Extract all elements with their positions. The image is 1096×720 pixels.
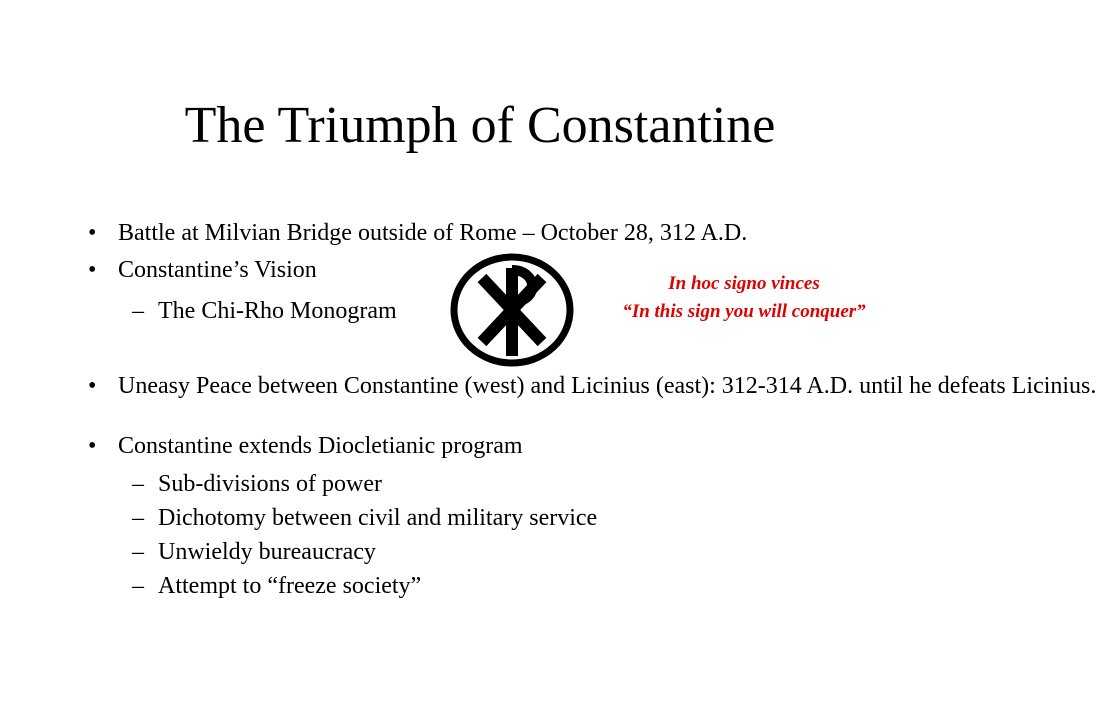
bullet-text: Constantine extends Diocletianic program: [118, 433, 523, 459]
subbullet-item: [132, 538, 376, 566]
subbullet-text: Sub-divisions of power: [158, 471, 382, 497]
bullet-dot: •: [88, 433, 97, 459]
subbullet-item: [132, 297, 397, 325]
subbullet-text: Dichotomy between civil and military service: [158, 505, 598, 531]
subbullet-text: Unwieldy bureaucracy: [158, 539, 376, 565]
quote-english: “In this sign you will conquer”: [622, 301, 866, 322]
subbullet-dash: –: [132, 539, 144, 565]
chi-rho-monogram-icon: [446, 248, 586, 372]
subbullet-text: The Chi-Rho Monogram: [158, 298, 397, 324]
subbullet-item: [132, 572, 421, 600]
bullet-text: Battle at Milvian Bridge outside of Rome – October 28, 312 A.D.: [118, 220, 748, 246]
bullet-dot: •: [88, 257, 97, 283]
subbullet-dash: –: [132, 298, 144, 324]
slide-title: The Triumph of Constantine: [184, 97, 776, 154]
quote-latin: In hoc signo vinces: [668, 273, 820, 294]
subbullet-text: Attempt to “freeze society”: [158, 573, 422, 599]
bullet-dot: •: [88, 373, 97, 399]
subbullet-item: [132, 504, 597, 532]
bullet-text: Constantine’s Vision: [118, 257, 317, 283]
subbullet-dash: –: [132, 573, 144, 599]
subbullet-dash: –: [132, 471, 144, 497]
bullet-dot: •: [88, 220, 97, 246]
bullet-text: Uneasy Peace between Constantine (west) and Licinius (east): 312-314 A.D. until he defeats Licinius.: [118, 373, 1096, 399]
subbullet-item: [132, 470, 382, 498]
subbullet-dash: –: [132, 505, 144, 531]
